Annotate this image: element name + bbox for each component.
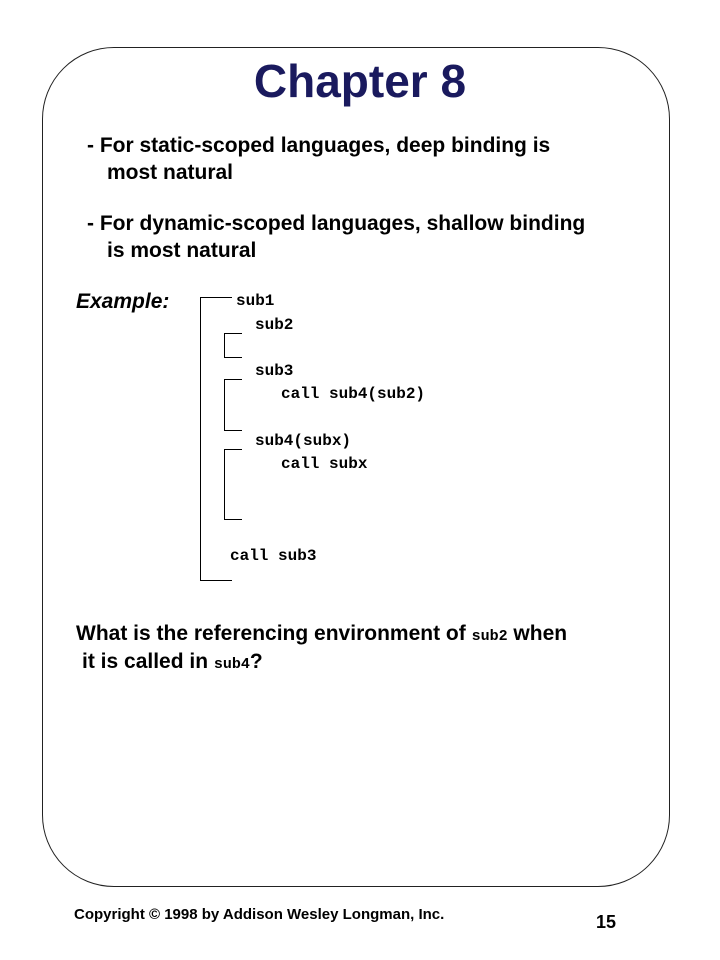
question-code-sub2: sub2 bbox=[471, 628, 508, 645]
code-call-sub4: call sub4(sub2) bbox=[281, 385, 426, 403]
sub4-scope-bracket bbox=[224, 449, 242, 520]
bullet-dynamic-line1: - For dynamic-scoped languages, shallow binding bbox=[87, 212, 586, 235]
copyright-footer: Copyright © 1998 by Addison Wesley Longman, Inc. bbox=[74, 906, 445, 923]
sub3-scope-bracket bbox=[224, 379, 242, 431]
question-text-4: ? bbox=[249, 650, 263, 673]
question-text-2: when bbox=[507, 622, 568, 645]
question-line2 bbox=[82, 648, 263, 678]
question-text-1: What is the referencing environment of bbox=[76, 622, 472, 645]
code-call-subx: call subx bbox=[281, 455, 368, 473]
page-number: 15 bbox=[596, 912, 617, 932]
slide-title: Chapter 8 bbox=[253, 55, 467, 107]
question-text-3: it is called in bbox=[82, 650, 214, 673]
code-sub2: sub2 bbox=[255, 316, 294, 334]
question-line1 bbox=[76, 620, 567, 650]
bullet-static-line2: most natural bbox=[107, 161, 234, 184]
code-sub3: sub3 bbox=[255, 362, 294, 380]
bullet-dynamic-line2: is most natural bbox=[107, 239, 257, 262]
question-code-sub4: sub4 bbox=[213, 656, 250, 673]
sub2-scope-bracket bbox=[224, 333, 242, 358]
code-sub4: sub4(subx) bbox=[255, 432, 352, 450]
code-call-sub3: call sub3 bbox=[230, 547, 317, 565]
code-sub1: sub1 bbox=[236, 292, 275, 310]
bullet-static-line1: - For static-scoped languages, deep binding is bbox=[87, 134, 551, 157]
example-label: Example: bbox=[76, 290, 170, 313]
